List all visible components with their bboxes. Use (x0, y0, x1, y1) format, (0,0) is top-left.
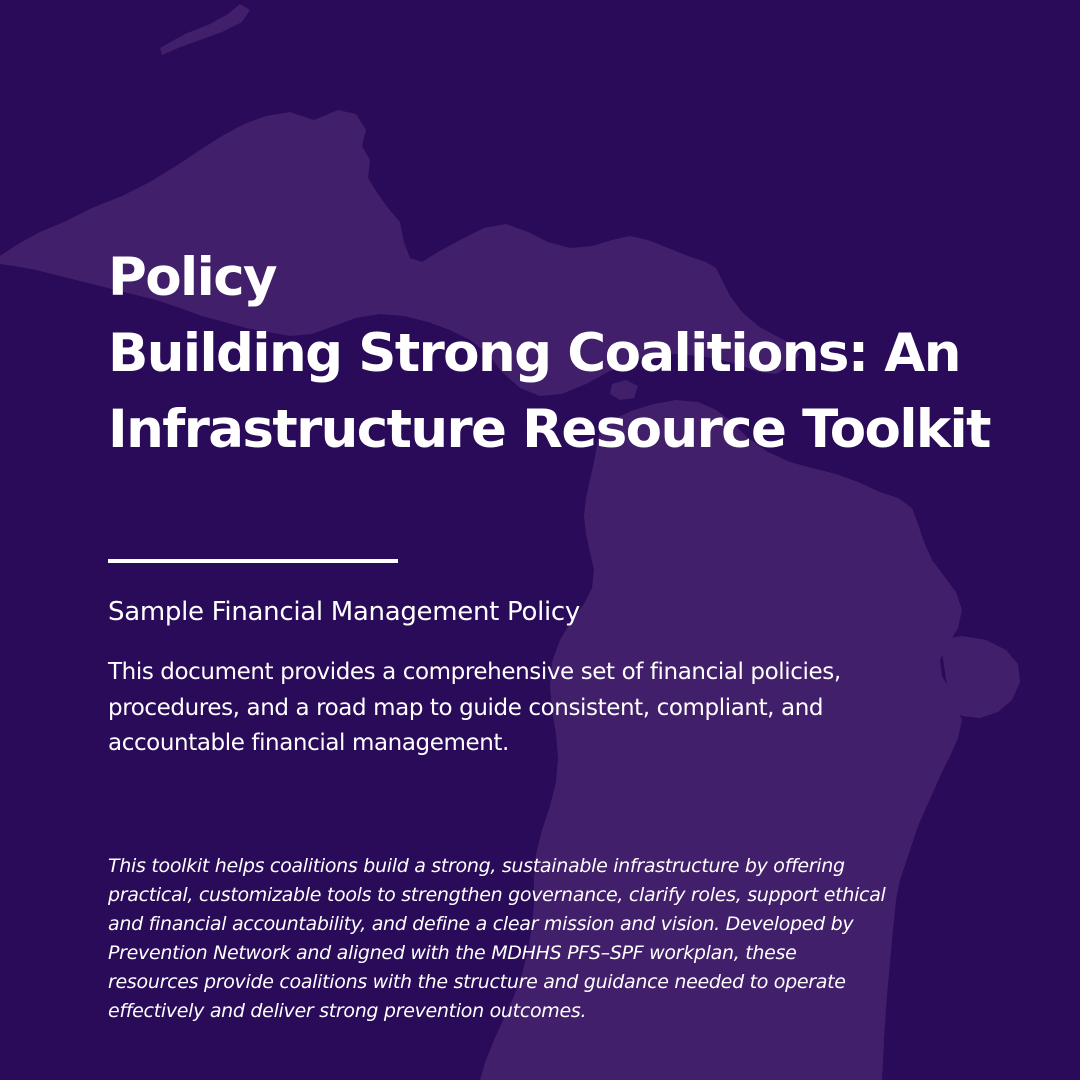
toolkit-note-line: effectively and deliver strong prevention outcomes. (108, 1000, 587, 1022)
description-line: procedures, and a road map to guide consistent, compliant, and (108, 694, 824, 721)
description-line: This document provides a comprehensive set of financial policies, (108, 659, 841, 685)
category-heading: Policy (108, 247, 276, 308)
toolkit-note-line: This toolkit helps coalitions build a strong, sustainable infrastructure by offering (108, 855, 845, 877)
title-line-1: Building Strong Coalitions: An (108, 323, 960, 384)
toolkit-note-line: resources provide coalitions with the structure and guidance needed to operate (108, 971, 846, 993)
toolkit-note (108, 852, 886, 1026)
document-subtitle: Sample Financial Management Policy (108, 597, 580, 627)
page-title (108, 240, 1048, 468)
divider-line (108, 559, 398, 563)
title-line-2: Infrastructure Resource Toolkit (108, 399, 990, 460)
toolkit-note-line: practical, customizable tools to strengthen governance, clarify roles, support ethical (108, 884, 886, 906)
description-line: accountable financial management. (108, 730, 509, 756)
toolkit-note-line: and financial accountability, and define a clear mission and vision. Developed by (108, 913, 854, 935)
document-description (108, 655, 841, 762)
toolkit-note-line: Prevention Network and aligned with the MDHHS PFS–SPF workplan, these (108, 942, 797, 964)
